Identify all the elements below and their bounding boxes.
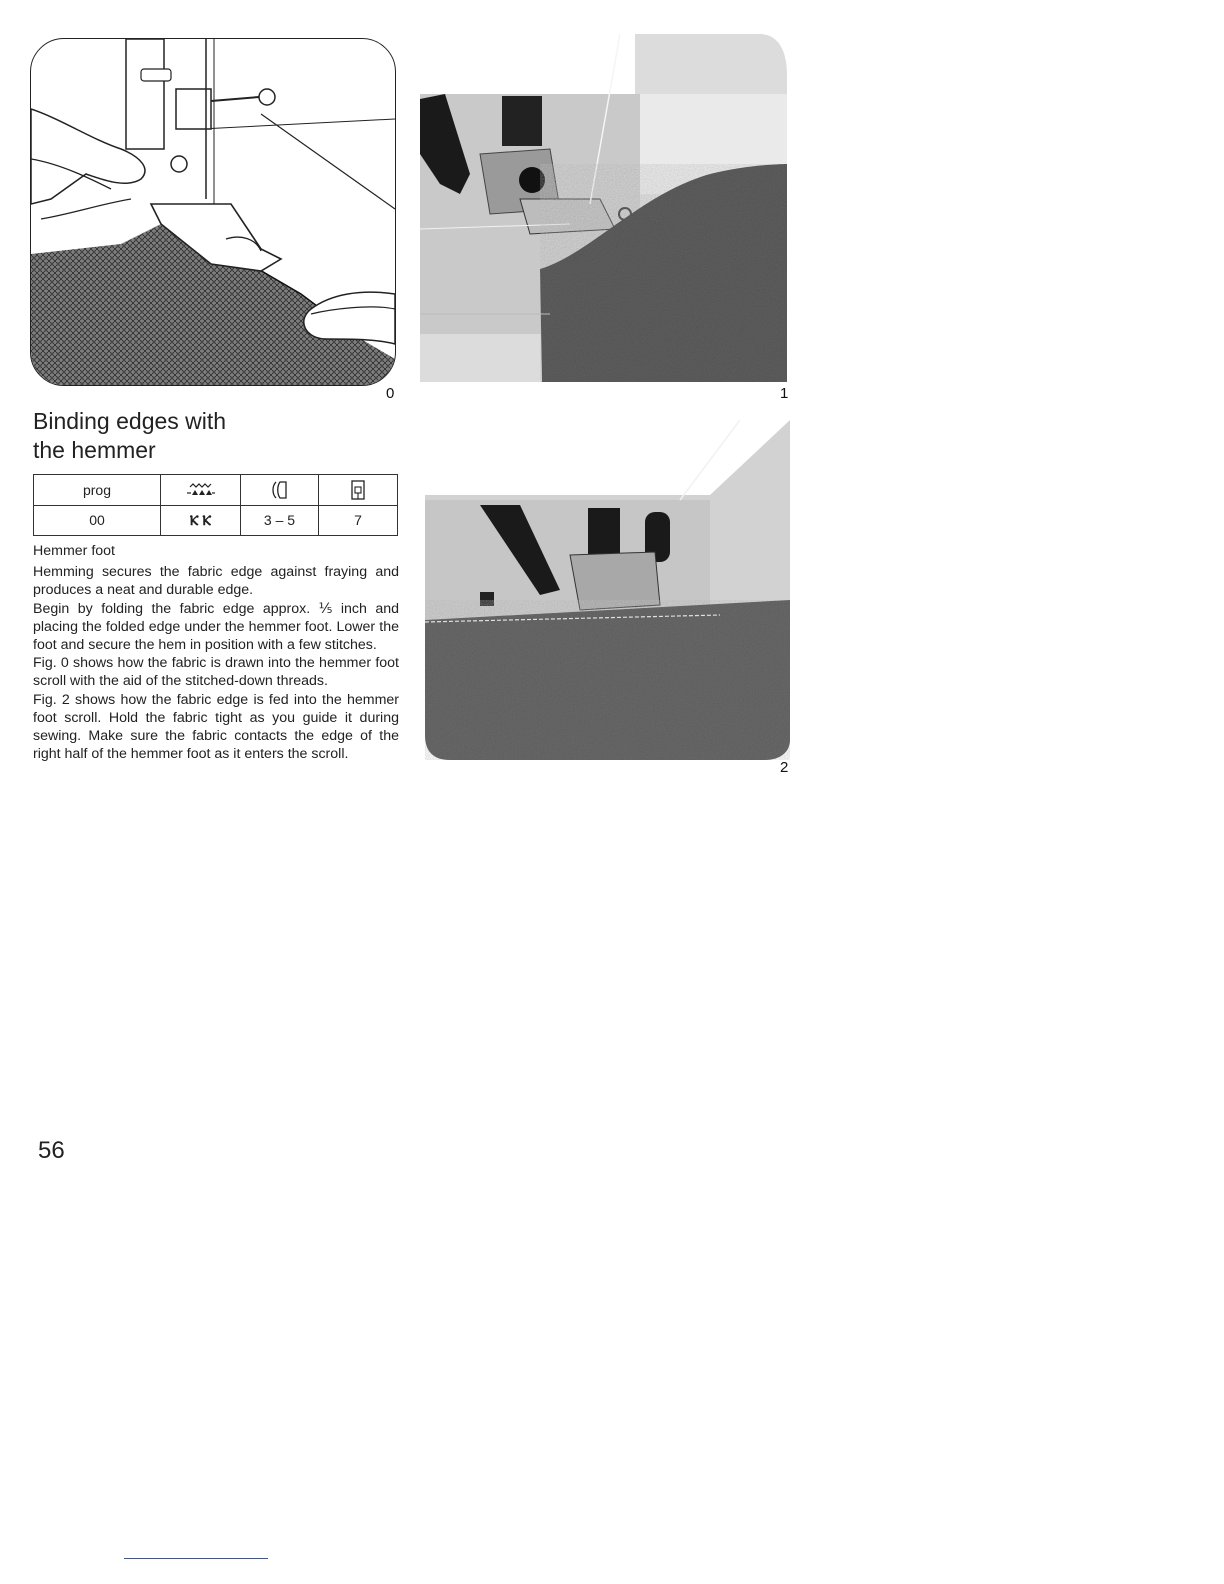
paragraph-2: Begin by folding the fabric edge approx. ⅕ inch and placing the folded edge under the hemmer foot. Lower the foot and secure the hem in position with a few stitches. bbox=[33, 600, 399, 654]
subheading: Hemmer foot bbox=[33, 543, 115, 559]
prog-value: 00 bbox=[34, 505, 161, 536]
settings-table bbox=[33, 474, 398, 536]
paragraph-4: Fig. 2 shows how the fabric edge is fed into the hemmer foot scroll. Hold the fabric tight as you guide it during sewing. Make sure the fabric contacts the edge of the right half of the hemmer foot as it enters the scroll. bbox=[33, 691, 399, 763]
stitch-width-icon bbox=[161, 475, 241, 506]
figure-2-number: 2 bbox=[780, 759, 789, 776]
paragraph-1: Hemming secures the fabric edge against fraying and produces a neat and durable edge. bbox=[33, 564, 399, 599]
settings-value-row bbox=[34, 505, 398, 536]
figure-2-photo bbox=[420, 420, 790, 760]
stitch-width-value: Ⲕ Ⲕ bbox=[161, 505, 241, 536]
figure-0-number: 0 bbox=[386, 385, 395, 402]
page-number: 56 bbox=[38, 1137, 65, 1164]
figure-0-illustration bbox=[30, 38, 396, 386]
body-text bbox=[33, 542, 399, 763]
prog-header: prog bbox=[34, 475, 161, 506]
presser-foot-icon bbox=[319, 475, 398, 506]
stitch-length-value: 3 – 5 bbox=[241, 505, 319, 536]
section-title-line-2: the hemmer bbox=[33, 437, 156, 463]
section-title-line-1: Binding edges with bbox=[33, 408, 227, 434]
paragraph-3: Fig. 0 shows how the fabric is drawn into the hemmer foot scroll with the aid of the stitched-down threads. bbox=[33, 655, 399, 690]
figure-1-number: 1 bbox=[780, 385, 789, 402]
settings-header-row bbox=[34, 475, 398, 506]
figure-1-photo bbox=[420, 34, 787, 382]
section-title bbox=[33, 407, 393, 465]
presser-foot-value: 7 bbox=[319, 505, 398, 536]
stitch-length-icon bbox=[241, 475, 319, 506]
footer-rule bbox=[124, 1558, 268, 1559]
